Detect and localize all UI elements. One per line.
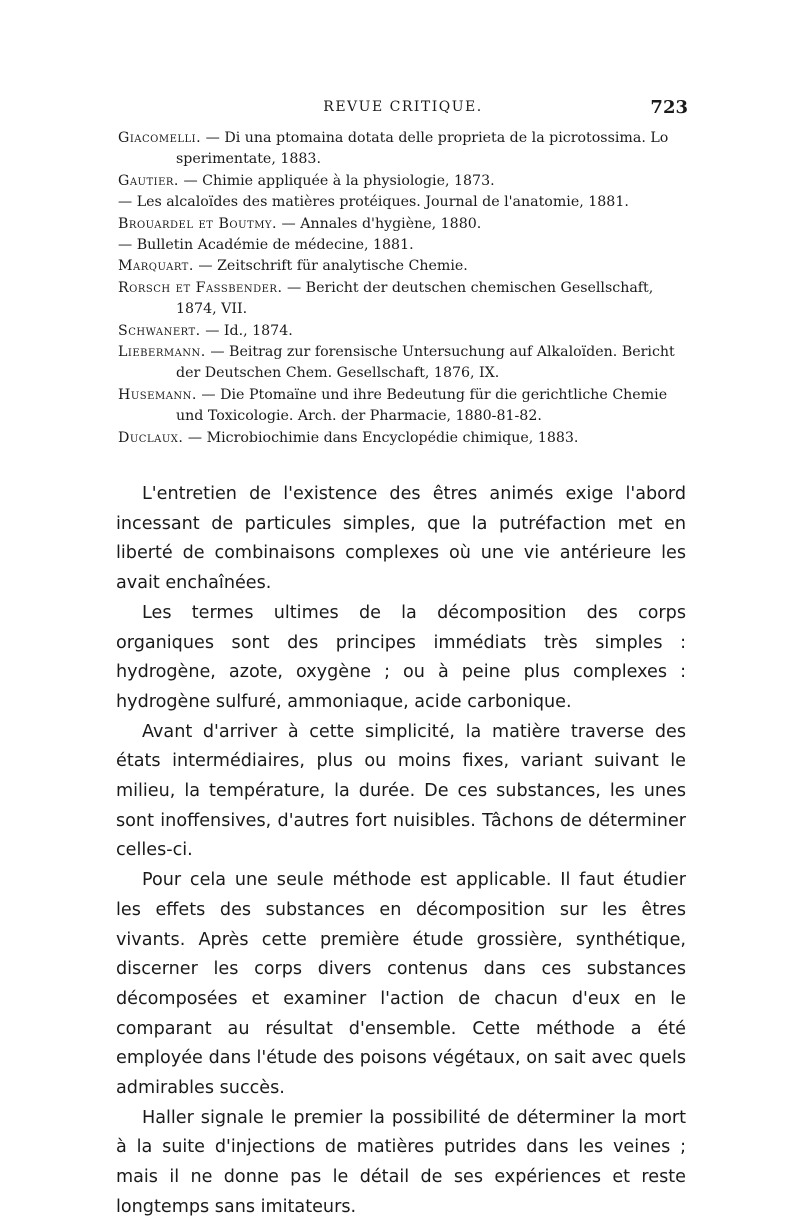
ref-author: Brouardel et Boutmy. [118,215,278,232]
bibliography-entry [118,342,688,385]
running-head [118,97,688,121]
body-text [116,480,686,1223]
ref-text: — Id., 1874. [200,322,293,339]
bibliography-entry [118,192,688,213]
paragraph: L'entretien de l'existence des êtres animés exige l'abord incessant de particules simples, que la putréfaction met en liberté de combinaisons complexes où une vie antérieure les avait enchaînées. [116,484,686,594]
bibliography-entry [118,256,688,277]
ref-text: — Beitrag zur forensische Untersuchung auf Alkaloïden. Bericht der Deutschen Chem. Gesellschaft, 1876, IX. [176,344,675,382]
page-number: 723 [650,97,688,118]
ref-author: Husemann. [118,386,197,403]
ref-author: Gautier. [118,172,179,189]
ref-author: Rorsch et Fassbender. [118,279,283,296]
ref-author: Marquart. [118,258,194,275]
ref-text: — Chimie appliquée à la physiologie, 1873. [178,172,495,189]
ref-author: Liebermann. [118,344,206,361]
paragraph: Les termes ultimes de la décomposition des corps organiques sont des principes immédiats très simples : hydrogène, azote, oxygène ; ou à peine plus complexes : hydrogène sulfuré, ammoniaque, acide carbonique. [116,602,686,712]
ref-text: — Microbiochimie dans Encyclopédie chimique, 1883. [183,429,579,446]
ref-text: — Di una ptomaina dotata delle proprieta de la picrotossima. Lo sperimentate, 1883. [176,130,669,168]
ref-text: — Annales d'hygiène, 1880. [277,215,482,232]
paragraph: Haller signale le premier la possibilité de déterminer la mort à la suite d'injections de matières putrides dans les veines ; mais il ne donne pas le détail de ses expériences et reste longtemps sans imitateurs. [116,1107,686,1217]
bibliography-entry [118,214,688,235]
bibliography-entry [118,428,688,449]
paragraph: Avant d'arriver à cette simplicité, la matière traverse des états intermédiaires, plus ou moins fixes, variant suivant le milieu, la température, la durée. De ces substances, les unes sont inoffensives, d'autres fort nuisibles. Tâchons de déterminer celles-ci. [116,721,686,861]
bibliography-entry [118,171,688,192]
bibliography-entry [118,235,688,256]
ref-text: — Bericht der deutschen chemischen Gesellschaft, 1874, VII. [176,279,654,318]
bibliography-entry [118,321,688,342]
bibliography-entry [118,128,688,171]
bibliography-entry [118,385,688,428]
bibliography-entry [118,278,688,321]
ref-author: Duclaux. [118,429,184,446]
bibliography [118,128,688,449]
running-title: REVUE CRITIQUE. [323,99,483,115]
ref-author: Giacomelli. [118,130,202,146]
ref-text: — Die Ptomaïne und ihre Bedeutung für die gerichtliche Chemie und Toxicologie. Arch. der Pharmacie, 1880-81-82. [176,386,668,425]
ref-text: — Zeitschrift für analytische Chemie. [193,258,468,275]
ref-author: Schwanert. [118,322,201,339]
paragraph: Pour cela une seule méthode est applicable. Il faut étudier les effets des substances en décomposition sur les êtres vivants. Après cette première étude grossière, synthétique, discerner les corps divers contenus dans ces substances décomposées et examiner l'action de chacun d'eux en le comparant au résultat d'ensemble. Cette méthode a été employée dans l'étude des poisons végétaux, on sait avec quels admirables succès. [116,870,686,1099]
ref-text: — Bulletin Académie de médecine, 1881. [118,237,414,254]
ref-text: — Les alcaloïdes des matières protéiques. Journal de l'anatomie, 1881. [118,194,629,211]
